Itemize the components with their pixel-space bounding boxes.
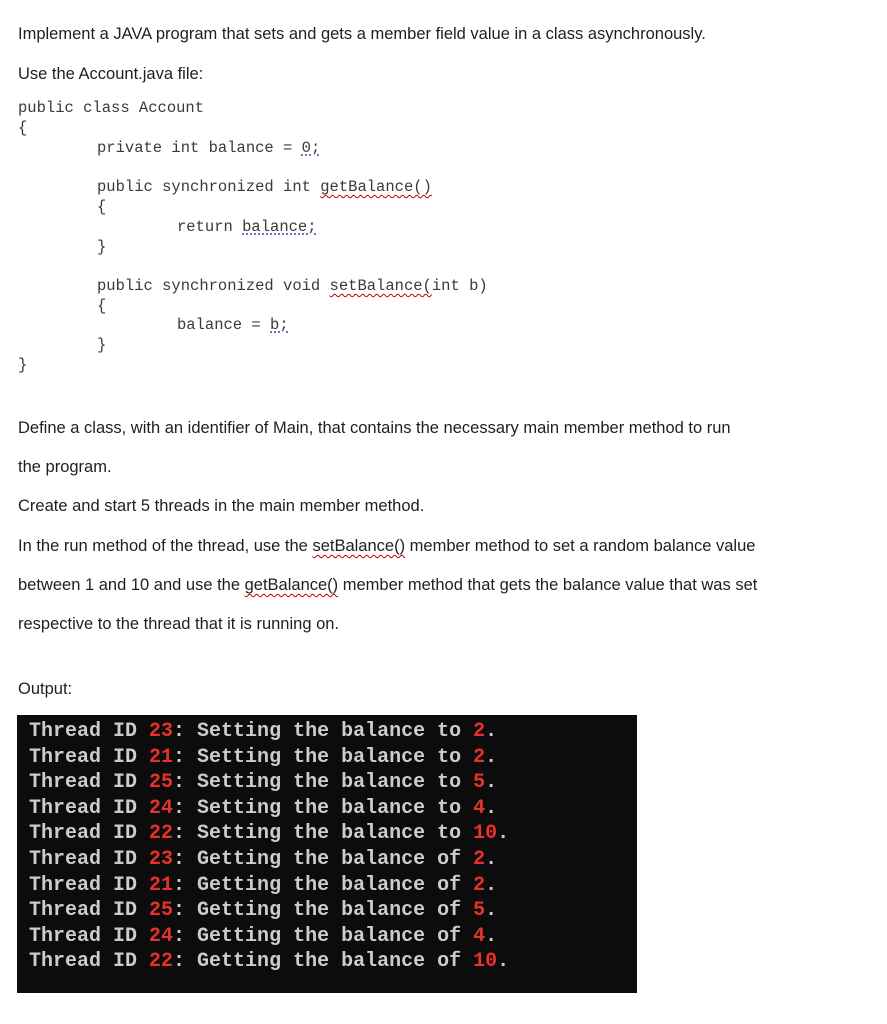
console-thread-id: 23 [149, 848, 174, 871]
code-field-value: 0; [301, 139, 321, 157]
console-message: : Setting the balance to [173, 822, 474, 846]
console-line [29, 745, 497, 770]
code-getter-close: } [97, 238, 107, 256]
console-balance-value: 2 [473, 745, 486, 769]
console-balance-value: 4 [473, 924, 486, 948]
console-period: . [485, 720, 498, 743]
code-getter-open: { [97, 198, 107, 216]
code-getter-body [177, 218, 317, 236]
instruction-range-c: member method that gets the balance value that was set [338, 576, 758, 594]
console-line [29, 873, 497, 898]
code-setter-open: { [97, 297, 107, 315]
code-setter-signature [97, 277, 488, 295]
code-getter-signature [97, 178, 432, 196]
console-prefix: Thread ID [29, 848, 150, 871]
console-thread-id: 25 [149, 771, 174, 795]
code-field-line [97, 139, 320, 157]
console-period: . [497, 822, 510, 846]
console-balance-value: 10 [473, 822, 498, 846]
console-prefix: Thread ID [29, 899, 150, 923]
console-prefix: Thread ID [29, 924, 150, 948]
console-line [29, 821, 509, 846]
console-balance-value: 4 [473, 796, 486, 820]
console-balance-value: 5 [473, 899, 486, 923]
console-period: . [485, 899, 498, 923]
instruction-run-method [18, 536, 755, 556]
instruction-run-c: member method to set a random balance value [405, 537, 756, 555]
console-message: : Getting the balance of [173, 873, 474, 897]
console-line [29, 847, 497, 872]
console-thread-id: 25 [149, 899, 174, 923]
instruction-main-class-1: Define a class, with an identifier of Main, that contains the necessary main member method to run [18, 419, 731, 437]
console-message: : Getting the balance of [173, 899, 474, 923]
console-line [29, 949, 509, 974]
console-period: . [485, 796, 498, 820]
console-message: : Getting the balance of [173, 924, 474, 948]
console-period: . [485, 873, 498, 897]
console-thread-id: 21 [149, 745, 174, 769]
code-getter-prefix: public synchronized int [97, 178, 321, 196]
instruction-getbalance-ref: getBalance() [244, 576, 339, 594]
console-balance-value: 5 [473, 771, 486, 795]
console-line [29, 796, 497, 821]
console-prefix: Thread ID [29, 771, 150, 795]
code-field-prefix: private int balance = [97, 139, 302, 157]
console-thread-id: 22 [149, 822, 174, 846]
instruction-range-a: between 1 and 10 and use the [18, 576, 245, 594]
console-message: : Setting the balance to [173, 771, 474, 795]
console-message: : Setting the balance to [173, 796, 474, 820]
instruction-main-class-2: the program. [18, 458, 112, 476]
code-class-declaration: public class Account [18, 99, 205, 117]
console-period: . [497, 950, 510, 974]
instruction-run-a: In the run method of the thread, use the [18, 537, 313, 555]
console-balance-value: 2 [473, 720, 486, 743]
code-return-keyword: return [177, 218, 243, 236]
console-prefix: Thread ID [29, 822, 150, 846]
console-message: : Getting the balance of [173, 950, 474, 974]
code-setter-params: int b) [431, 277, 488, 295]
code-return-value: balance; [242, 218, 317, 236]
console-prefix: Thread ID [29, 720, 150, 743]
console-period: . [485, 924, 498, 948]
instruction-threads: Create and start 5 threads in the main member method. [18, 497, 425, 515]
console-thread-id: 23 [149, 720, 174, 743]
code-close-brace: } [18, 356, 28, 374]
console-message: : Setting the balance to [173, 745, 474, 769]
console-thread-id: 22 [149, 950, 174, 974]
console-period: . [485, 848, 498, 871]
console-line [29, 770, 497, 795]
console-thread-id: 21 [149, 873, 174, 897]
console-thread-id: 24 [149, 924, 174, 948]
code-assign-value: b; [270, 316, 289, 334]
instruction-respective: respective to the thread that it is running on. [18, 615, 340, 633]
console-line [29, 719, 497, 744]
code-setter-name: setBalance( [329, 277, 432, 295]
code-setter-body [177, 316, 289, 334]
instruction-setbalance-ref: setBalance() [312, 537, 406, 555]
output-label: Output: [18, 680, 73, 698]
console-balance-value: 2 [473, 873, 486, 897]
console-message: : Getting the balance of [173, 848, 474, 871]
code-assign-prefix: balance = [177, 316, 271, 334]
code-open-brace: { [18, 119, 28, 137]
instruction-range [18, 575, 757, 595]
code-getter-name: getBalance() [320, 178, 432, 196]
console-prefix: Thread ID [29, 745, 150, 769]
console-prefix: Thread ID [29, 796, 150, 820]
console-period: . [485, 745, 498, 769]
intro-heading: Implement a JAVA program that sets and gets a member field value in a class asynchronously. [18, 25, 706, 43]
code-setter-prefix: public synchronized void [97, 277, 330, 295]
intro-file-note: Use the Account.java file: [18, 65, 204, 83]
console-prefix: Thread ID [29, 873, 150, 897]
console-balance-value: 10 [473, 950, 498, 974]
console-output [17, 715, 637, 993]
code-setter-close: } [97, 336, 107, 354]
console-message: : Setting the balance to [173, 720, 474, 743]
console-thread-id: 24 [149, 796, 174, 820]
console-balance-value: 2 [473, 848, 486, 871]
console-line [29, 924, 497, 949]
console-line [29, 898, 497, 923]
console-period: . [485, 771, 498, 795]
console-prefix: Thread ID [29, 950, 150, 974]
